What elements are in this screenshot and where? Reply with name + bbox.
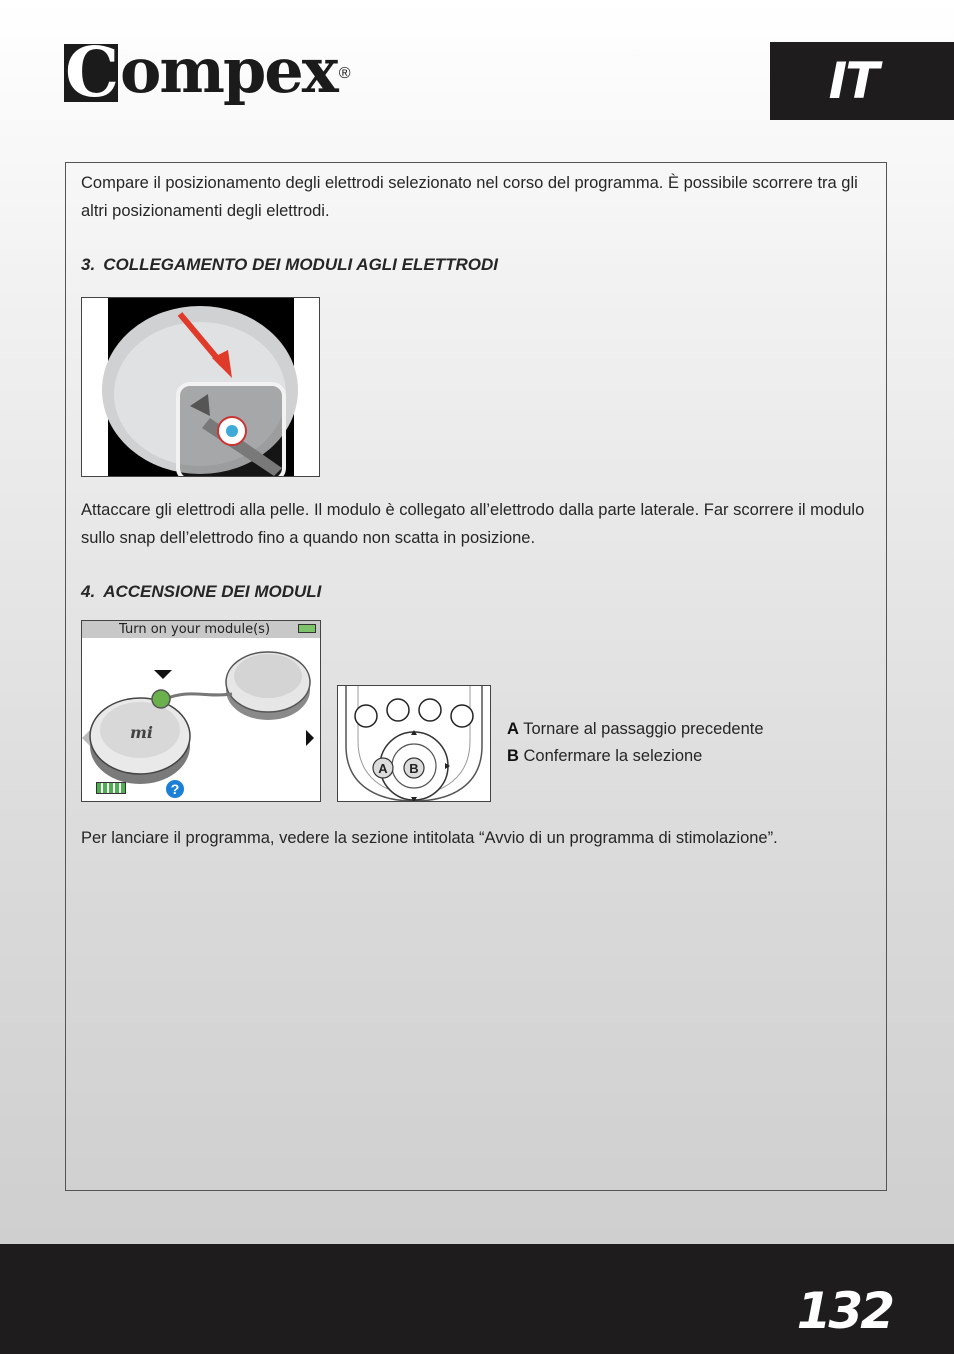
device-buttons-illustration (338, 686, 490, 801)
section-3-number: 3. (81, 255, 96, 274)
logo-wordmark: ompex (120, 34, 337, 107)
electrode-snap-illustration (82, 298, 319, 476)
page-number: 132 (796, 1282, 892, 1340)
brand-logo (64, 33, 349, 113)
registered-mark: ® (338, 65, 349, 82)
section-4-number: 4. (81, 582, 96, 601)
legend-key-a: A (507, 720, 519, 738)
buttons-legend (507, 716, 764, 770)
module-battery-icon (96, 782, 126, 794)
section-3-title: COLLEGAMENTO DEI MODULI AGLI ELETTRODI (103, 255, 498, 274)
screen-title: Turn on your module(s) (119, 622, 271, 637)
legend-text-a: Tornare al passaggio precedente (523, 720, 764, 738)
logo-c-mark: C (64, 33, 118, 113)
button-a-label: A (378, 761, 388, 776)
legend-text-b: Confermare la selezione (523, 747, 703, 765)
device-screen-image (81, 620, 321, 802)
screen-title-bar (82, 621, 320, 638)
button-b-label: B (409, 761, 419, 776)
legend-item-a (507, 716, 764, 743)
language-tab: IT (770, 42, 954, 120)
battery-icon (298, 624, 316, 633)
legend-key-b: B (507, 747, 519, 765)
section-4-title: ACCENSIONE DEI MODULI (103, 582, 322, 601)
section-3-paragraph: Attaccare gli elettrodi alla pelle. Il modulo è collegato all’elettrodo dalla parte laterale. Far scorrere il modulo sullo snap dell’elettrodo fino a quando non scatta in posizione. (81, 501, 865, 547)
modules-illustration (82, 638, 320, 802)
device-buttons-image (337, 685, 491, 802)
legend-item-b (507, 743, 764, 770)
section-3-heading (81, 255, 498, 275)
closing-paragraph: Per lanciare il programma, vedere la sezione intitolata “Avvio di un programma di stimolazione”. (81, 829, 778, 847)
intro-paragraph: Compare il posizionamento degli elettrodi selezionato nel corso del programma. È possibile scorrere tra gli altri posizionamenti degli elettrodi. (81, 174, 858, 220)
module-mark-label: mi (130, 723, 154, 742)
section-4-heading (81, 582, 321, 602)
help-icon: ? (166, 780, 184, 798)
electrode-connection-image (81, 297, 320, 477)
